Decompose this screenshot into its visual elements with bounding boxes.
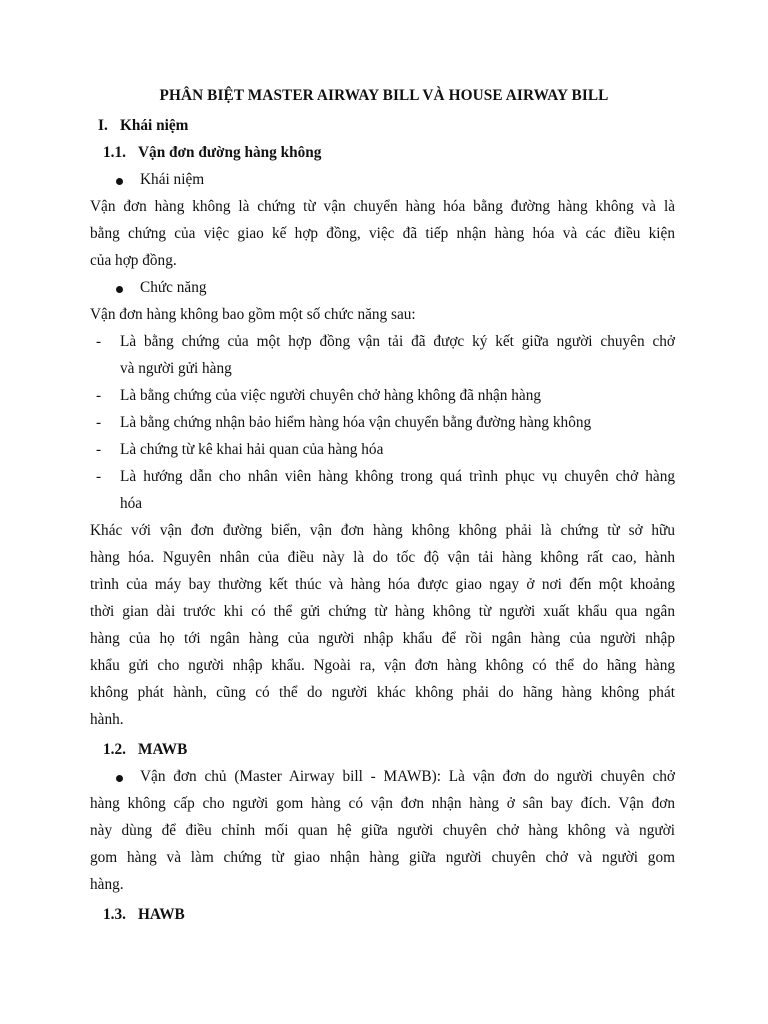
paragraph-line: hàng. — [90, 876, 124, 893]
dash-marker: - — [96, 387, 102, 404]
paragraph-line: gom hàng và làm chứng từ giao nhận hàng giữa người chuyên chở và người gom — [90, 849, 675, 866]
paragraph-line: hàng hóa. Nguyên nhân của điều này là do tốc độ vận tải hàng không rất cao, hành — [90, 549, 675, 566]
subsection-label: HAWB — [138, 906, 185, 923]
paragraph-line: của hợp đồng. — [90, 252, 177, 269]
paragraph-line: Vận đơn hàng không là chứng từ vận chuyển hàng hóa bằng đường hàng không và là — [90, 198, 675, 215]
paragraph-line: hành. — [90, 711, 124, 728]
list-item-line: và người gửi hàng — [120, 360, 232, 377]
section-label: Khái niệm — [120, 117, 189, 134]
bullet-icon — [116, 286, 123, 293]
paragraph-line: Vận đơn chủ (Master Airway bill - MAWB): Là vận đơn do người chuyên chở — [140, 768, 675, 785]
section-number: I. — [98, 117, 108, 134]
paragraph-line: khẩu gửi cho người nhập khẩu. Ngoài ra, vận đơn hàng không có thể do hãng hàng — [90, 657, 675, 674]
paragraph-line: hàng của họ tới ngân hàng của người nhập khẩu để rồi ngân hàng của người nhập — [90, 630, 675, 647]
dash-marker: - — [96, 468, 102, 485]
paragraph-line: Vận đơn hàng không bao gồm một số chức năng sau: — [90, 306, 416, 323]
bullet-icon — [116, 178, 123, 185]
dash-marker: - — [96, 333, 102, 350]
bullet-chuc-nang: Chức năng — [140, 279, 207, 296]
list-item-line: hóa — [120, 495, 143, 512]
paragraph-line: trình của máy bay thường kết thúc và hàng hóa được giao ngay ở nơi đến một khoảng — [90, 576, 675, 593]
list-item-line: Là bằng chứng nhận bảo hiểm hàng hóa vận chuyển bằng đường hàng không — [120, 414, 592, 431]
subsection-number: 1.3. — [103, 906, 126, 923]
dash-marker: - — [96, 441, 102, 458]
list-item-line: Là chứng từ kê khai hải quan của hàng hóa — [120, 441, 384, 458]
subsection-heading-1-2 — [103, 741, 187, 759]
paragraph-line: này dùng để điều chỉnh mối quan hệ giữa người chuyên chở hàng không và người — [90, 822, 675, 839]
paragraph-line: thời gian dài trước khi có thể gửi chứng từ hàng không từ người xuất khẩu qua ngân — [90, 603, 675, 620]
subsection-heading-1-1 — [103, 144, 321, 162]
paragraph-line: không phát hành, cũng có thể do người khác không phải do hãng hàng không phát — [90, 684, 675, 701]
subsection-label: MAWB — [138, 741, 188, 758]
subsection-heading-1-3 — [103, 906, 185, 924]
page-title: PHÂN BIỆT MASTER AIRWAY BILL VÀ HOUSE AIRWAY BILL — [159, 87, 609, 104]
paragraph-line: bằng chứng của việc giao kế hợp đồng, việc đã tiếp nhận hàng hóa và các điều kiện — [90, 225, 675, 242]
subsection-label: Vận đơn đường hàng không — [138, 144, 322, 161]
paragraph-line: hàng không cấp cho người gom hàng có vận đơn nhận hàng ở sân bay đích. Vận đơn — [90, 795, 675, 812]
paragraph-line: Khác với vận đơn đường biển, vận đơn hàng không không phải là chứng từ sở hữu — [90, 522, 675, 539]
list-item-line: Là hướng dẫn cho nhân viên hàng không trong quá trình phục vụ chuyên chở hàng — [120, 468, 675, 485]
bullet-khai-niem: Khái niệm — [140, 171, 205, 188]
subsection-number: 1.2. — [103, 741, 126, 758]
list-item-line: Là bằng chứng của việc người chuyên chở hàng không đã nhận hàng — [120, 387, 542, 404]
subsection-number: 1.1. — [103, 144, 126, 161]
dash-marker: - — [96, 414, 102, 431]
list-item-line: Là bằng chứng của một hợp đồng vận tải đã được ký kết giữa người chuyên chở — [120, 333, 675, 350]
bullet-icon — [116, 775, 123, 782]
section-heading-1 — [98, 117, 188, 135]
